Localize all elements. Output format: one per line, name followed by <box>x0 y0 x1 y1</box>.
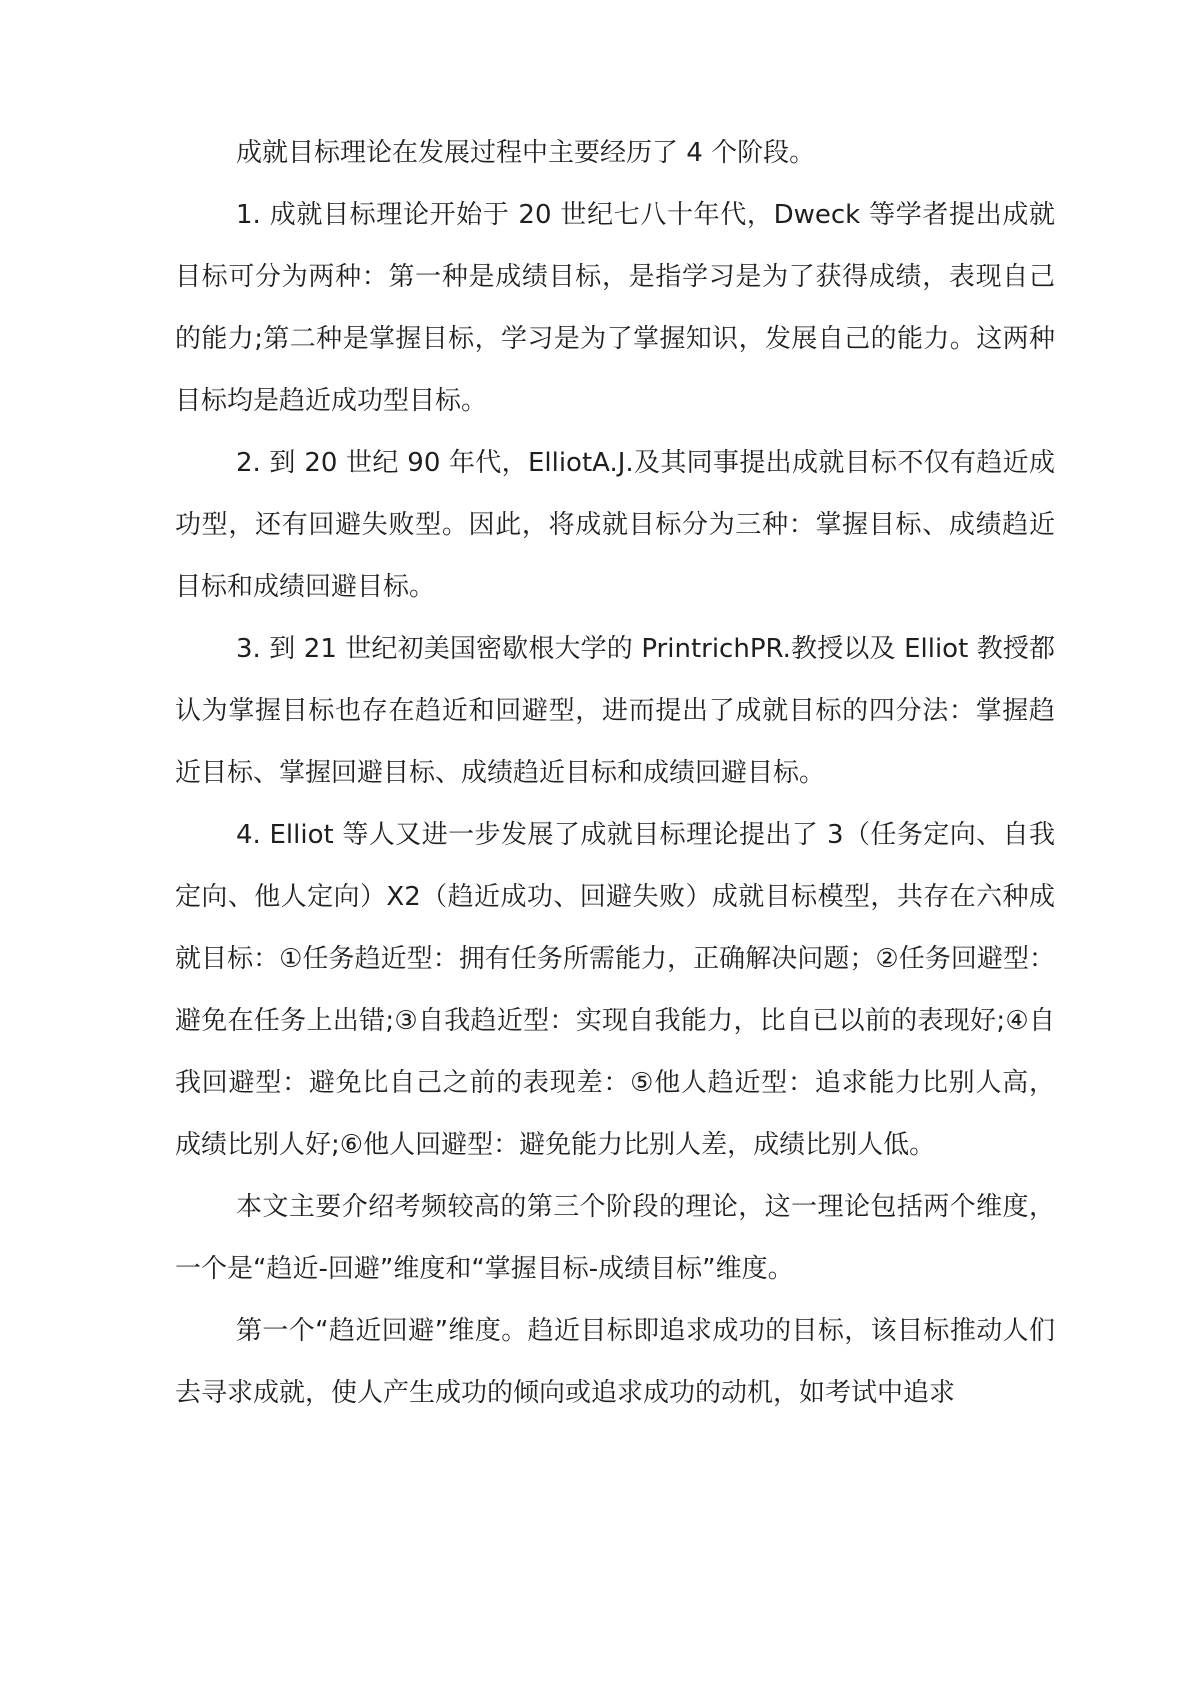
paragraph-stage-3: 3. 到 21 世纪初美国密歇根大学的 PrintrichPR.教授以及 Elliot 教授都认为掌握目标也存在趋近和回避型，进而提出了成就目标的四分法：掌握趋近目标、掌握回避目标、成绩趋近目标和成绩回避目标。 <box>175 634 1055 788</box>
paragraph-focus: 本文主要介绍考频较高的第三个阶段的理论，这一理论包括两个维度，一个是“趋近-回避”维度和“掌握目标-成绩目标”维度。 <box>175 1192 1055 1284</box>
paragraph-stage-1: 1. 成就目标理论开始于 20 世纪七八十年代，Dweck 等学者提出成就目标可分为两种：第一种是成绩目标，是指学习是为了获得成绩，表现自己的能力;第二种是掌握目标，学习是为了掌握知识，发展自己的能力。这两种目标均是趋近成功型目标。 <box>175 200 1055 416</box>
document-body <box>175 122 1055 1424</box>
paragraph-intro: 成就目标理论在发展过程中主要经历了 4 个阶段。 <box>236 138 816 168</box>
paragraph-stage-2: 2. 到 20 世纪 90 年代，ElliotA.J.及其同事提出成就目标不仅有趋近成功型，还有回避失败型。因此，将成就目标分为三种：掌握目标、成绩趋近目标和成绩回避目标。 <box>175 448 1055 602</box>
paragraph-dimension-1: 第一个“趋近回避”维度。趋近目标即追求成功的目标，该目标推动人们去寻求成就，使人产生成功的倾向或追求成功的动机，如考试中追求 <box>175 1316 1055 1408</box>
paragraph-stage-4: 4. Elliot 等人又进一步发展了成就目标理论提出了 3（任务定向、自我定向、他人定向）X2（趋近成功、回避失败）成就目标模型，共存在六种成就目标：①任务趋近型：拥有任务所需能力，正确解决问题；②任务回避型：避免在任务上出错;③自我趋近型：实现自我能力，比自已以前的表现好;④自我回避型：避免比自己之前的表现差：⑤他人趋近型：追求能力比别人高，成绩比别人好;⑥他人回避型：避免能力比别人差，成绩比别人低。 <box>175 820 1055 1160</box>
